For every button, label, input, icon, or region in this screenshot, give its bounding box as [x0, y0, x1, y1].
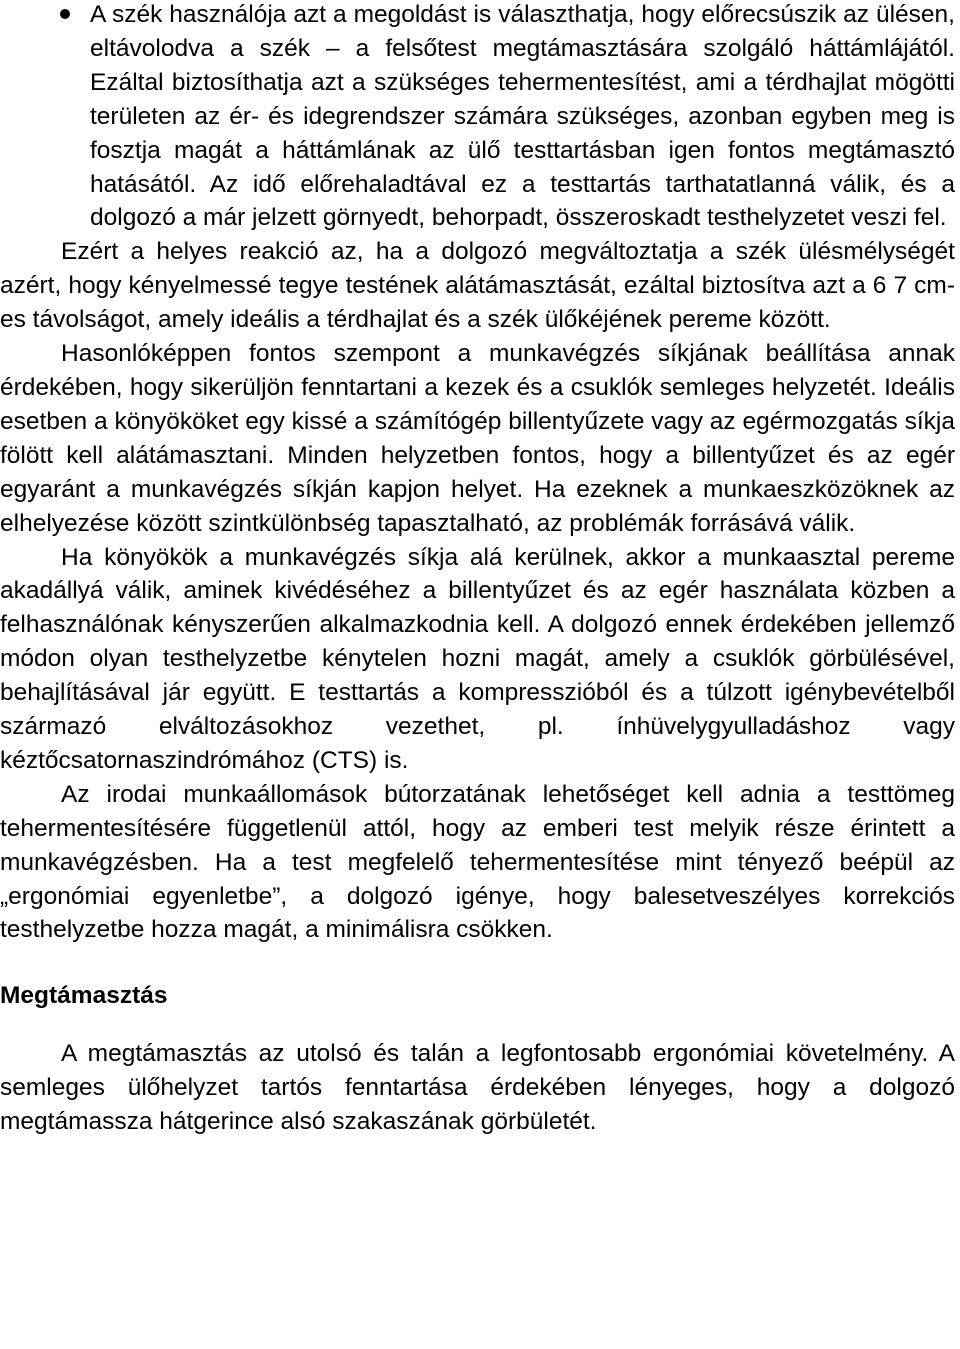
bullet-icon — [60, 9, 70, 19]
body-paragraph-1: Ezért a helyes reakció az, ha a dolgozó megváltoztatja a szék ülésmélységét azért, hogy kényelmessé tegye testének alátámasztását, ezáltal biztosítva azt a 6 7 cm-es távolságot, amely ideális a térdhajlat és a szék ülőkéjének pereme között. — [0, 238, 955, 334]
body-paragraph-3: Ha könyökök a munkavégzés síkja alá kerülnek, akkor a munkaasztal pereme akadállyá válik, aminek kivédéséhez a billentyűzet és az egér használata közben a felhasználónak kényszerűen alkalmazkodnia kell. A dolgozó ennek érdekében jellemző módon olyan testhelyzetbe kénytelen hozni magát, amely a csuklók görbülésével, behajlításával jár együtt. E testtartás a kompresszióból és a túlzott igénybevételből származó elváltozásokhoz vezethet, pl. ínhüvelygyulladáshoz vagy kéztőcsatornaszindrómához (CTS) is. — [0, 543, 955, 774]
body-paragraph-4: Az irodai munkaállomások bútorzatának lehetőséget kell adnia a testtömeg tehermentesítésére függetlenül attól, hogy az emberi test melyik része érintett a munkavégzésben. Ha a test megfelelő tehermentesítése mint tényező beépül az „ergonómiai egyenletbe”, a dolgozó igénye, hogy balesetveszélyes korrekciós testhelyzetbe hozza magát, a minimálisra csökken. — [0, 780, 955, 944]
bullet-list-item — [0, 0, 955, 235]
body-paragraph-2: Hasonlóképpen fontos szempont a munkavégzés síkjának beállítása annak érdekében, hogy sikerüljön fenntartani a kezek és a csuklók semleges helyzetét. Ideális esetben a könyököket egy kissé a számítógép billentyűzete vagy az egérmozgatás síkja fölött kell alátámasztani. Minden helyzetben fontos, hogy a billentyűzet és az egér egyaránt a munkavégzés síkján kapjon helyet. Ha ezeknek a munkaeszközöknek az elhelyezése között szintkülönbség tapasztalható, az problémák forrásává válik. — [0, 340, 955, 537]
section-heading: Megtámasztás — [0, 982, 168, 1010]
section-paragraph: A megtámasztás az utolsó és talán a legfontosabb ergonómiai követelmény. A semleges ülőhelyzet tartós fenntartása érdekében lényeges, hogy a dolgozó megtámassza hátgerince alsó szakaszának görbületét. — [0, 1040, 955, 1136]
bullet-paragraph: A szék használója azt a megoldást is választhatja, hogy előrecsúszik az ülésen, eltávolodva a szék – a felsőtest megtámasztására szolgáló háttámlájától. Ezáltal biztosíthatja azt a szükséges tehermentesítést, ami a térdhajlat mögötti területen az ér- és idegrendszer számára szükséges, azonban egyben meg is fosztja magát a háttámlának az ülő testtartásban igen fontos megtámasztó hatásától. Az idő előrehaladtával ez a testtartás tarthatatlanná válik, és a dolgozó a már jelzett görnyedt, behorpadt, összeroskadt testhelyzetet veszi fel. — [90, 1, 955, 232]
